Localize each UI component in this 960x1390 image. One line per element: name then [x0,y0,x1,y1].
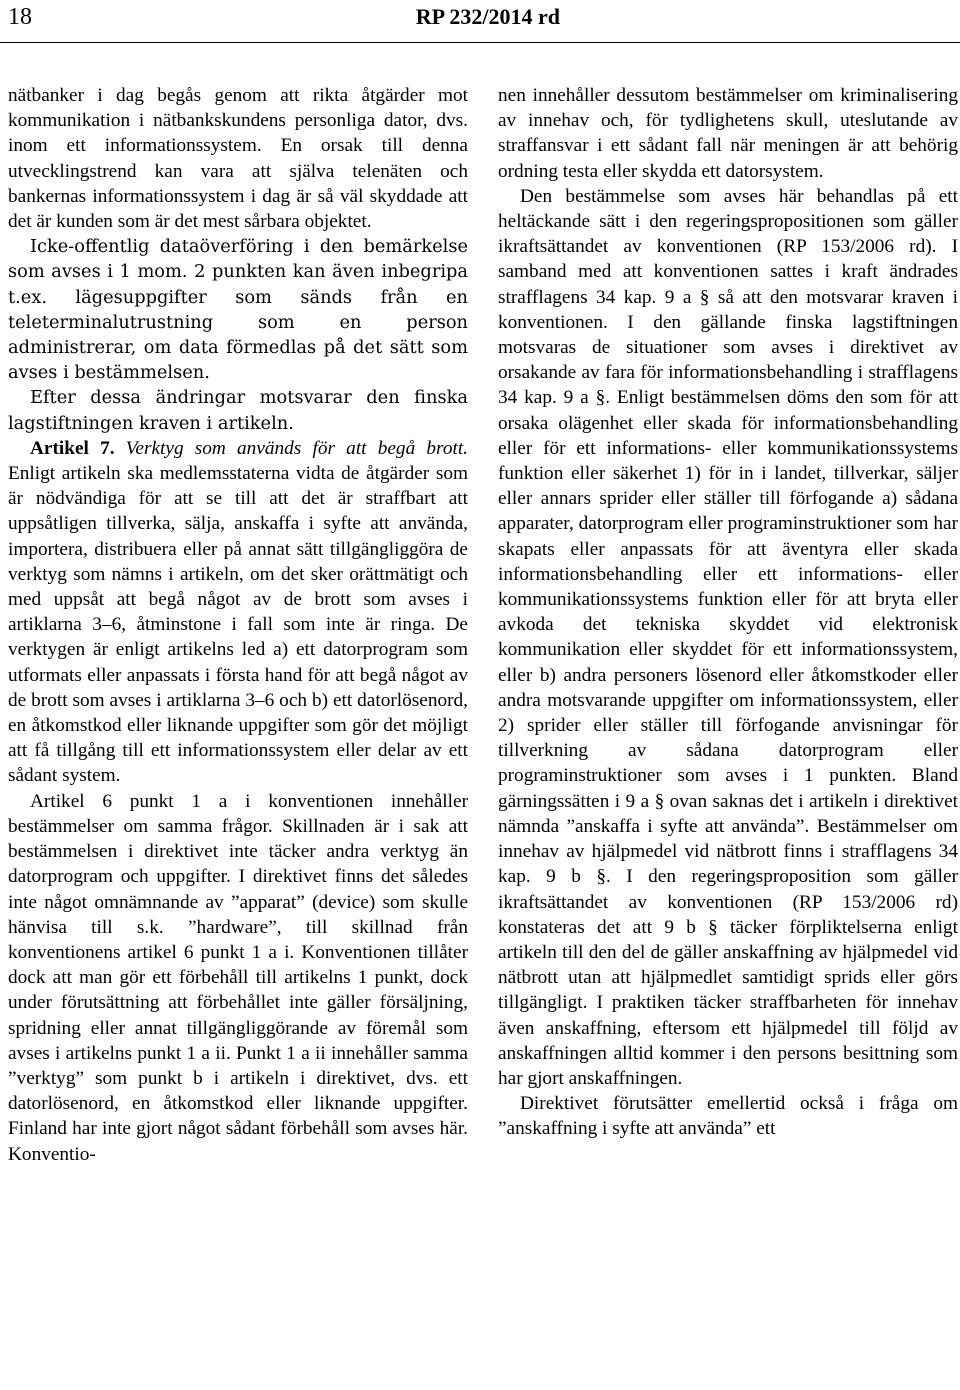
left-paragraph-1: nätbanker i dag begås genom att rikta åtgärder mot kommunikation i nätbankskundens personliga dator, dvs. inom ett informationssystem. En orsak till denna utvecklingstrend kan vara att själva telenäten och bankernas informationssystem i dag är så väl skyddade att det är kunden som är det mest sårbara objektet. [8,85,468,233]
article-7-label: Artikel 7. [30,437,115,459]
right-paragraph-2: Den bestämmelse som avses här behandlas på ett heltäckande sätt i den regeringspropositionen som gäller ikraftsättandet av konventionen (RP 153/2006 rd). I samband med att konventionen sattes i kraft ändrades strafflagens 34 kap. 9 a § så att den motsvarar kraven i konventionen. I den gällande finska lagstiftningen motsvaras de situationer som avses i direktivet av orsakande av fara för informationsbehandling i strafflagens 34 kap. 9 a §. Enligt bestämmelsen döms den som för att orsaka olägenhet eller skada för informationsbehandling eller för ett informations- eller kommunikationssystems funktion eller säkerhet 1) för in i landet, tillverkar, säljer eller annars sprider eller ställer till förfogande a) sådana apparater, datorprogram eller programinstruktioner som har skapats eller anpassats för att äventyra eller skada informationsbehandling eller ett informations- eller kommunikationssystems funktion eller för att bryta eller avkoda det tekniska skyddet vid elektronisk kommunikation eller skyddet för ett informationssystem, eller b) andra personers lösenord eller åtkomstkoder eller andra motsvarande uppgifter om informationssystem, eller 2) sprider eller ställer till förfogande anvisningar för tillverkning av sådana datorprogram eller programinstruktioner som avses i 1 punkten. Bland gärningssätten i 9 a § ovan saknas det i artikeln i direktivet nämnda ”anskaffa i syfte att använda”. Bestämmelser om innehav av hjälpmedel vid nätbrott finns i strafflagens 34 kap. 9 b §. I den regeringsproposition som gäller ikraftsättandet av konventionen (RP 153/2006 rd) konstateras det att 9 b § täcker förpliktelserna enligt artikeln till den del de gäller anskaffning av hjälpmedel vid nätbrott utan att hjälpmedlet samtidigt sprids eller görs tillgängligt. I praktiken täcker straffbarheten för innehav även anskaffning, eftersom ett hjälpmedel till följd av anskaffningen alltid kommer i den persons besittning som har gjort anskaffningen. [498,185,958,1089]
left-paragraph-5: Artikel 6 punkt 1 a i konventionen innehåller bestämmelser om samma frågor. Skillnaden är i sak att bestämmelsen i direktivet inte täcker andra verktyg än datorprogram och uppgifter. I direktivet finns det således inte något omnämnande av ”apparat” (device) som skulle hänvisa till s.k. ”hardware”, till skillnad från konventionens artikel 6 punkt 1 a i. Konventionen tillåter dock att man gör ett förbehåll till artikelns 1 punkt, dock under förutsättning att förbehållet inte gäller försäljning, spridning eller annat tillgängliggörande av föremål som avses i artikelns punkt 1 a ii. Punkt 1 a ii innehåller samma ”verktyg” som punkt b i artikeln i direktivet, dvs. ett datorlösenord, en åtkomstkod eller liknande uppgifter. Finland har inte gjort något sådant förbehåll som avses här. Konventio- [8,790,468,1165]
left-paragraph-3: Efter dessa ändringar motsvarar den finska lagstiftningen kraven i artikeln. [8,387,468,434]
left-paragraph-article-7 [8,436,468,789]
article-7-text: Enligt artikeln ska medlemsstaterna vidta de åtgärder som är nödvändiga för att se till att det är straffbart att uppsåtligen tillverka, sälja, anskaffa i syfte att använda, importera, distribuera eller på annat sätt tillgängliggöra de verktyg som nämns i artikeln, om det sker orättmätigt och med uppsåt att begå något av de brott som avses i artiklarna 3–6, åtminstone i fall som inte är ringa. De verktygen är enligt artikelns led a) ett datorprogram som utformats eller anpassats i första hand för att begå något av de brott som avses i artiklarna 3–6 och b) ett datorlösenord, en åtkomstkod eller liknande uppgifter som gör det möjligt att få tillgång till ett informationssystem eller delar av ett sådant system. [8,463,468,787]
page-number: 18 [8,4,32,30]
right-paragraph-1: nen innehåller dessutom bestämmelser om kriminalisering av innehav och, för tydlighetens skull, uteslutande av straffansvar i ett sådant fall när meningen är att behörig ordning testa eller skydda ett datorsystem. [498,85,958,182]
left-column [8,83,468,1167]
article-7-title: Verktyg som används för att begå brott. [125,437,469,459]
page-header [0,0,960,40]
left-paragraph-2: Icke-offentlig dataöverföring i den bemärkelse som avses i 1 mom. 2 punkten kan även inbegripa t.ex. lägesuppgifter som sänds från en teleterminalutrustning som en person administrerar, om data förmedlas på det sätt som avses i bestämmelsen. [8,236,468,384]
header-rule [0,42,960,43]
document-id: RP 232/2014 rd [415,4,560,29]
right-column [498,83,958,1142]
right-paragraph-3: Direktivet förutsätter emellertid också i fråga om ”anskaffning i syfte att använda” ett [498,1093,958,1140]
